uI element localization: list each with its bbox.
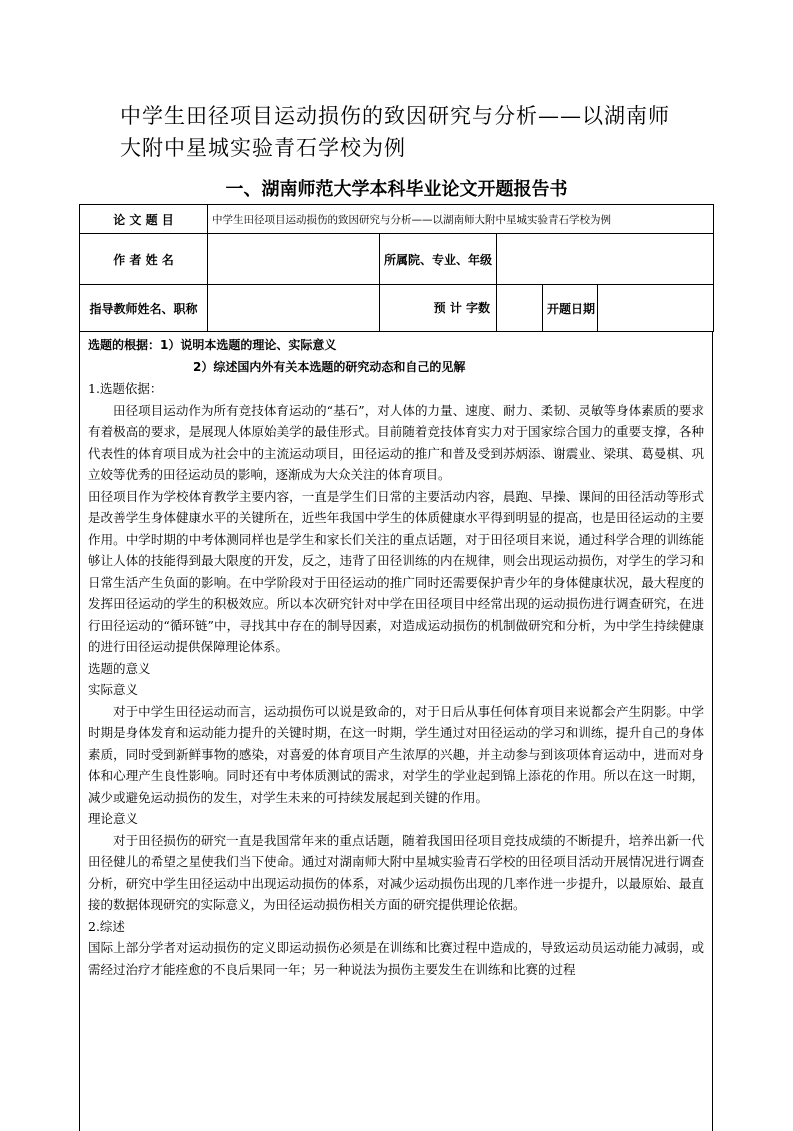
paragraph-5: 国际上部分学者对运动损伤的定义即运动损伤必须是在训练和比赛过程中造成的，导致运动员运动能力减弱，或需经过治疗才能痊愈的不良后果同一年；另一种说法为损伤主要发生在训练和比赛的过程 (88, 940, 704, 977)
paragraph-3: 对于中学生田径运动而言，运动损伤可以说是致命的，对于日后从事任何体育项目来说都会产生阴影。中学时期是身体发育和运动能力提升的关键时期，在这一时期，学生通过对田径运动的学习和训练，提升自己的身体素质，同时受到新鲜事物的感染，对喜爱的体育项目产生浓厚的兴趣，并主动参与到该项体育运动中，进而对身体和心理产生良性影响。同时还有中考体质测试的需求，对学生的学业起到锦上添花的作用。所以在这一时期，减少或避免运动损伤的发生，对学生未来的可持续发展起到关键的作用。 (88, 703, 704, 805)
author-value[interactable] (208, 234, 380, 285)
row-author (80, 234, 714, 285)
basis-heading-2: 2）综述国内外有关本选题的研究动态和自己的见解 (193, 359, 466, 374)
section-1-label: 1.选题依据： (88, 381, 163, 396)
dept-label: 所属院、专业、年级 (380, 234, 497, 285)
word-count-label: 预 计 字数 (380, 285, 497, 332)
advisor-label: 指导教师姓名、职称 (80, 285, 208, 332)
dept-value[interactable] (497, 234, 714, 285)
theory-label: 理论意义 (88, 811, 139, 826)
section-heading: 一、湖南师范大学本科毕业论文开题报告书 (225, 179, 568, 200)
document-title: 中学生田径项目运动损伤的致因研究与分析——以湖南师大附中星城实验青石学校为例 (120, 104, 670, 160)
paragraph-2: 田径项目作为学校体育教学主要内容，一直是学生们日常的主要活动内容，晨跑、早操、课间的田径活动等形式是改善学生身体健康水平的关键所在，近些年我国中学生的体质健康水平得到明显的提高，也是田径运动的主要作用。中学时期的中考体测同样也是学生和家长们关注的重点话题，对于田径项目来说，通过科学合理的训练能够让人体的技能得到最大限度的开发，反之，违背了田径训练的内在规律，则会出现运动损伤，对学生的学习和日常生活产生负面的影响。在中学阶段对于田径运动的推广同时还需要保护青少年的身体健康状况，最大程度的发挥田径运动的学生的积极效应。所以本次研究针对中学在田径项目中经常出现的运动损伤进行调查研究，在进行田径运动的“循环链”中，寻找其中存在的制导因素，对造成运动损伤的机制做研究和分析，为中学生持续健康的进行田径运动提供保障理论体系。 (88, 488, 704, 654)
row-advisor (80, 285, 714, 332)
thesis-title-value: 中学生田径项目运动损伤的致因研究与分析——以湖南师大附中星城实验青石学校为例 (208, 205, 714, 234)
row-thesis-title (80, 205, 714, 234)
author-label: 作 者 姓 名 (80, 234, 208, 285)
meaning-label: 选题的意义 (88, 660, 151, 676)
advisor-value[interactable] (208, 285, 380, 332)
section-2-label: 2.综述 (88, 918, 125, 934)
paragraph-1: 田径项目运动作为所有竞技体育运动的“基石”，对人体的力量、速度、耐力、柔韧、灵敏等身体素质的要求有着极高的要求，是展现人体原始美学的最佳形式。目前随着竞技体育实力对于国家综合国力的重要支撑，各种代表性的体育项目成为社会中的主流运动项目，田径运动的推广和普及受到苏炳添、谢震业、梁琪、葛曼棋、巩立姣等优秀的田径运动员的影响，逐渐成为大众关注的体育项目。 (88, 402, 704, 482)
paragraph-4: 对于田径损伤的研究一直是我国常年来的重点话题，随着我国田径项目竞技成绩的不断提升，培养出新一代田径健儿的希望之星使我们当下使命。通过对湖南师大附中星城实验青石学校的田径项目活动开展情况进行调查分析，研究中学生田径运动中出现运动损伤的体系，对减少运动损伤出现的几率作进一步提升，以最原始、最直接的数据体现研究的实际意义，为田径运动损伤相关方面的研究提供理论依据。 (88, 832, 704, 912)
content-cell (79, 331, 713, 1131)
practical-label: 实际意义 (88, 682, 139, 697)
word-count-value[interactable] (497, 285, 543, 332)
basis-heading-1: 选题的根据：1）说明本选题的理论、实际意义 (88, 338, 337, 352)
date-label: 开题日期 (543, 285, 598, 332)
thesis-title-label: 论 文 题 目 (80, 205, 208, 234)
date-value[interactable] (598, 285, 714, 332)
proposal-form-table (79, 204, 714, 332)
